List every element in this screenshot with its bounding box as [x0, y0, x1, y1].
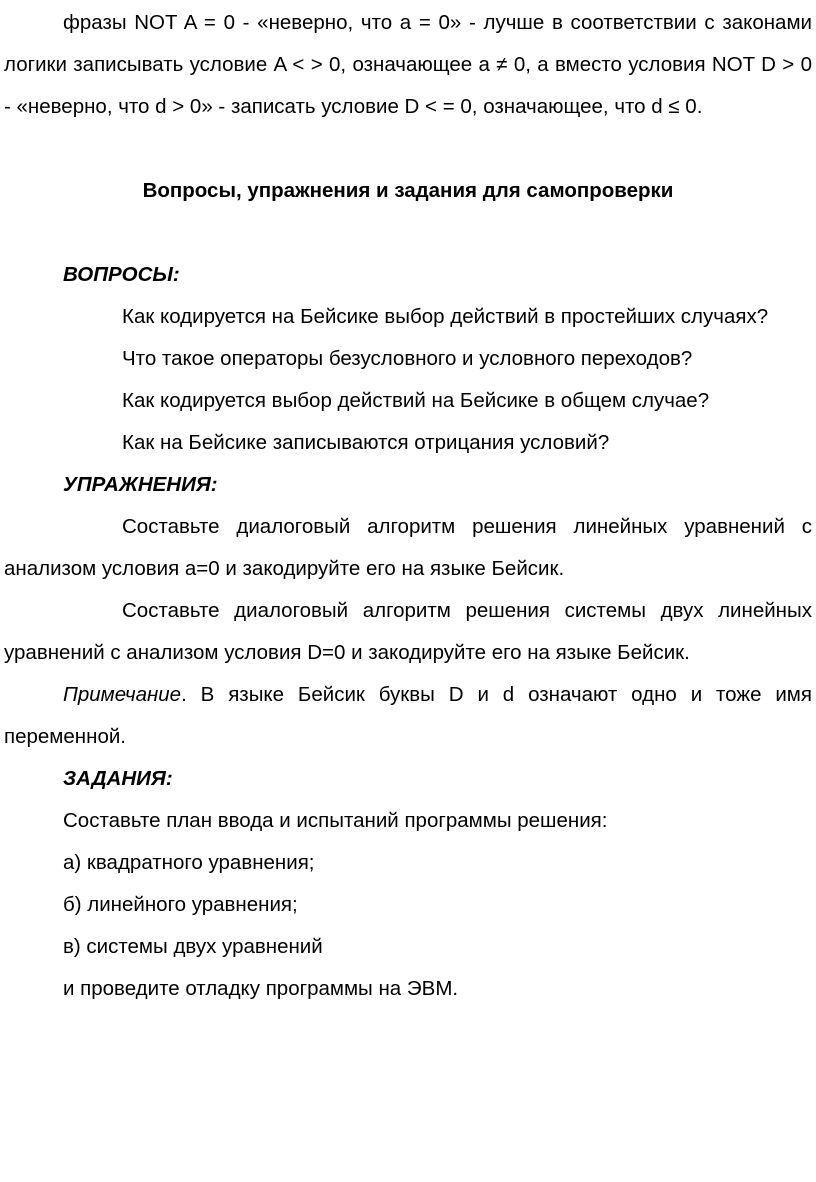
note-label: Примечание: [63, 683, 182, 706]
section-title: Вопросы, упражнения и задания для самопроверки: [142, 179, 674, 202]
note-text: . В языке Бейсик буквы D и d означают одно и тоже имя переменной.: [4, 683, 812, 748]
tasks-lead: Составьте план ввода и испытаний программы решения:: [63, 809, 608, 832]
exercise-item: Составьте диалоговый алгоритм решения системы двух линейных уравнений с анализом условия D=0 и закодируйте его на языке Бейсик.: [4, 599, 812, 664]
task-item: б) линейного уравнения;: [63, 893, 298, 916]
tasks-closing: и проведите отладку программы на ЭВМ.: [63, 977, 459, 1000]
question-item: Что такое операторы безусловного и условного переходов?: [122, 347, 693, 370]
question-item: Как кодируется на Бейсике выбор действий в простейших случаях?: [122, 305, 769, 328]
exercise-note: [4, 674, 812, 758]
exercises-heading: УПРАЖНЕНИЯ:: [63, 473, 218, 496]
intro-paragraph: фразы NOT A = 0 - «неверно, что a = 0» - лучше в соответствии с законами логики записывать условие A < > 0, означающее a ≠ 0, а вместо условия NOT D > 0 - «неверно, что d > 0» - записать условие D < = 0, означающее, что d ≤ 0.: [4, 11, 812, 118]
task-item: а) квадратного уравнения;: [63, 851, 315, 874]
questions-heading: ВОПРОСЫ:: [63, 263, 180, 286]
spacer: [4, 128, 812, 170]
exercise-item: Составьте диалоговый алгоритм решения линейных уравнений с анализом условия a=0 и закодируйте его на языке Бейсик.: [4, 515, 812, 580]
task-item: в) системы двух уравнений: [63, 935, 323, 958]
spacer: [4, 212, 812, 254]
question-item: Как на Бейсике записываются отрицания условий?: [122, 431, 610, 454]
question-item: Как кодируется выбор действий на Бейсике в общем случае?: [122, 389, 710, 412]
tasks-heading: ЗАДАНИЯ:: [63, 767, 173, 790]
